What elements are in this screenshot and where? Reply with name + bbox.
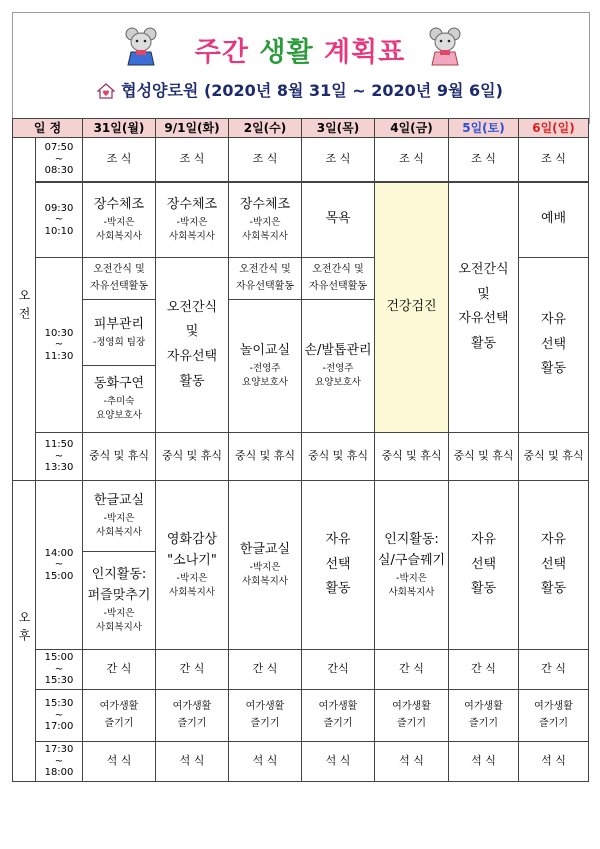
- exercise-mon: 장수체조 -박지은 사회복지사: [83, 182, 156, 258]
- lunch-thu: 중식 및 휴식: [302, 433, 375, 481]
- breakfast-fri: 조 식: [375, 138, 449, 182]
- lunch-wed: 중식 및 휴식: [229, 433, 302, 481]
- day-tue: 9/1일(화): [156, 119, 229, 138]
- lunch-sat: 중식 및 휴식: [449, 433, 519, 481]
- header-period: 일 정: [13, 119, 83, 138]
- day-wed: 2일(수): [229, 119, 302, 138]
- dinner-wed: 석 식: [229, 742, 302, 782]
- time-1730: 17:30 ~ 18:00: [36, 742, 83, 782]
- time-1530: 15:30 ~ 17:00: [36, 690, 83, 742]
- am-snack-wed: 오전간식 및 자유선택활동: [229, 258, 302, 300]
- lunch-tue: 중식 및 휴식: [156, 433, 229, 481]
- bath-thu: 목욕: [302, 182, 375, 258]
- dinner-mon: 석 식: [83, 742, 156, 782]
- worship-sun: 예배: [519, 182, 589, 258]
- time-1150: 11:50 ~ 13:30: [36, 433, 83, 481]
- dinner-fri: 석 식: [375, 742, 449, 782]
- time-0750: 07:50 ~ 08:30: [36, 138, 83, 182]
- breakfast-sat: 조 식: [449, 138, 519, 182]
- breakfast-sun: 조 식: [519, 138, 589, 182]
- period-range: (2020년 8월 31일 ~ 2020년 9월 6일): [203, 81, 503, 100]
- leisure-mon: 여가생활 즐기기: [83, 690, 156, 742]
- snack-mon: 간 식: [83, 650, 156, 690]
- dinner-thu: 석 식: [302, 742, 375, 782]
- hangul-wed: 한글교실 -박지은 사회복지사: [229, 481, 302, 650]
- free-thu: 자유 선택 활동: [302, 481, 375, 650]
- skin-mon: 피부관리 -정영희 팀장: [83, 300, 155, 366]
- exercise-tue: 장수체조 -박지은 사회복지사: [156, 182, 229, 258]
- period-am: 오전: [13, 138, 36, 481]
- leisure-sun: 여가생활 즐기기: [519, 690, 589, 742]
- title-part1: 주간: [194, 37, 249, 68]
- snack-wed: 간 식: [229, 650, 302, 690]
- day-sun: 6일(일): [519, 119, 589, 138]
- sat-am-free: 오전간식 및 자유선택 활동: [449, 182, 519, 433]
- am-snack-thu: 오전간식 및 자유선택활동: [302, 258, 375, 300]
- hangul-mon: 한글교실 -박지은 사회복지사: [83, 481, 155, 552]
- title-part2: 생활: [259, 37, 314, 68]
- breakfast-mon: 조 식: [83, 138, 156, 182]
- am-snack-mon: 오전간식 및 자유선택활동: [83, 258, 156, 300]
- breakfast-wed: 조 식: [229, 138, 302, 182]
- snack-tue: 간 식: [156, 650, 229, 690]
- subtitle: [0, 78, 600, 101]
- page-title: [0, 30, 600, 69]
- sun-am-free: 자유 선택 활동: [519, 258, 589, 433]
- house-heart-icon: [97, 83, 115, 99]
- snack-fri: 간 식: [375, 650, 449, 690]
- title-part3: 계획표: [323, 37, 406, 68]
- period-pm: 오후: [13, 481, 36, 782]
- time-1500: 15:00 ~ 15:30: [36, 650, 83, 690]
- lunch-sun: 중식 및 휴식: [519, 433, 589, 481]
- mon-late-am: [83, 300, 156, 433]
- free-sat: 자유 선택 활동: [449, 481, 519, 650]
- cog-fri: 인지활동: 실/구슬꿰기 -박지은 사회복지사: [375, 481, 449, 650]
- breakfast-tue: 조 식: [156, 138, 229, 182]
- dinner-sun: 석 식: [519, 742, 589, 782]
- snack-sat: 간 식: [449, 650, 519, 690]
- schedule-table: [12, 118, 589, 782]
- tue-am-free: 오전간식 및 자유선택 활동: [156, 258, 229, 433]
- org-name: 협성양로원: [121, 81, 199, 100]
- dinner-tue: 석 식: [156, 742, 229, 782]
- leisure-tue: 여가생활 즐기기: [156, 690, 229, 742]
- snack-sun: 간 식: [519, 650, 589, 690]
- time-0930: 09:30 ~ 10:10: [36, 182, 83, 258]
- lunch-fri: 중식 및 휴식: [375, 433, 449, 481]
- exercise-wed: 장수체조 -박지은 사회복지사: [229, 182, 302, 258]
- snack-thu: 간식: [302, 650, 375, 690]
- play-wed: 놀이교실 -전영주 요양보호사: [229, 300, 302, 433]
- handfoot-thu: 손/발톱관리 -전영주 요양보호사: [302, 300, 375, 433]
- time-1030: 10:30 ~ 11:30: [36, 258, 83, 433]
- day-mon: 31일(월): [83, 119, 156, 138]
- health-fri: 건강검진: [375, 182, 449, 433]
- leisure-sat: 여가생활 즐기기: [449, 690, 519, 742]
- time-1400: 14:00 ~ 15:00: [36, 481, 83, 650]
- movie-tue: 영화감상 "소나기" -박지은 사회복지사: [156, 481, 229, 650]
- free-sun: 자유 선택 활동: [519, 481, 589, 650]
- day-thu: 3일(목): [302, 119, 375, 138]
- day-sat: 5일(토): [449, 119, 519, 138]
- lunch-mon: 중식 및 휴식: [83, 433, 156, 481]
- leisure-thu: 여가생활 즐기기: [302, 690, 375, 742]
- fruit-mon: 동화구연 -추미숙 요양보호사: [93, 376, 145, 422]
- day-fri: 4일(금): [375, 119, 449, 138]
- cog-mon: 인지활동: 퍼즐맞추기 -박지은 사회복지사: [87, 567, 151, 634]
- leisure-fri: 여가생활 즐기기: [375, 690, 449, 742]
- mon-pm: [83, 481, 156, 650]
- dinner-sat: 석 식: [449, 742, 519, 782]
- leisure-wed: 여가생활 즐기기: [229, 690, 302, 742]
- breakfast-thu: 조 식: [302, 138, 375, 182]
